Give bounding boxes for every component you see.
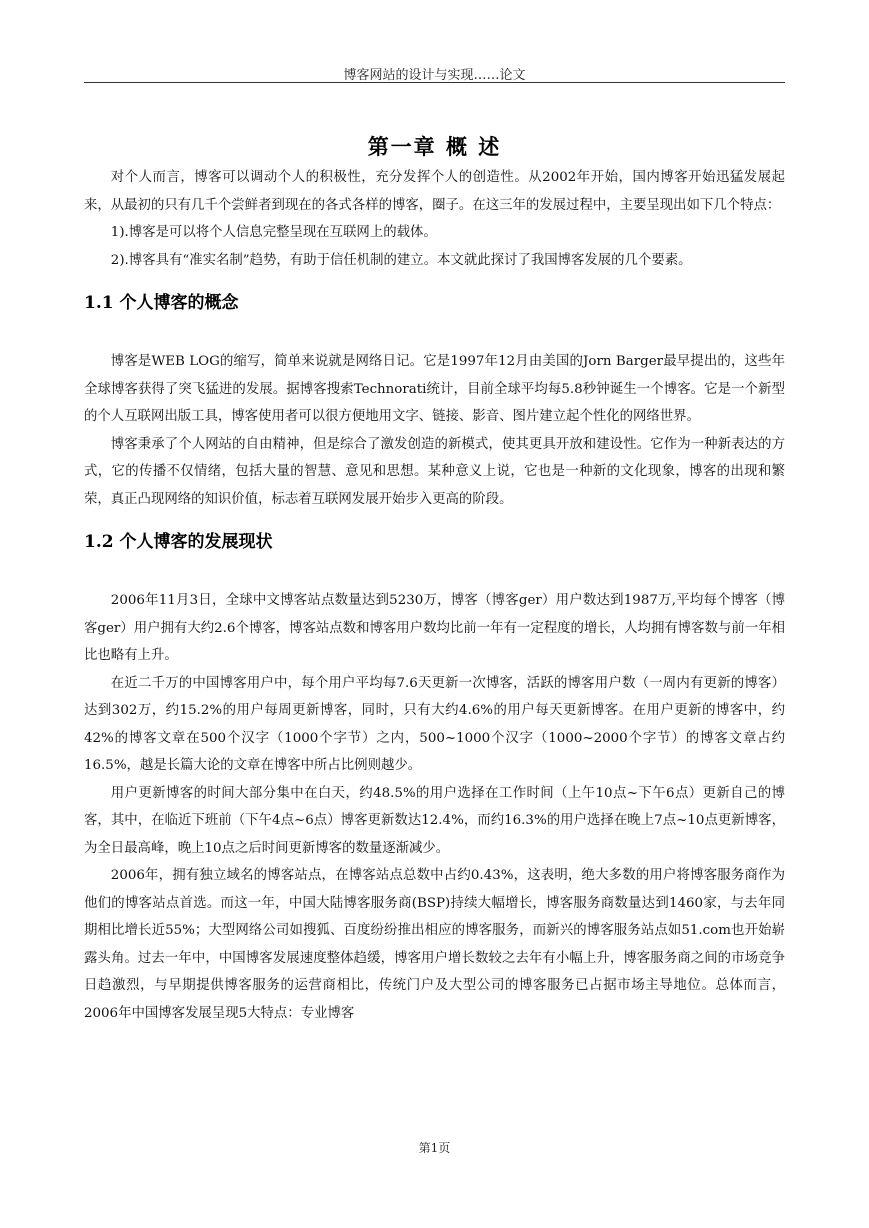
section-1-2-title: 1.2 个人博客的发展现状 <box>84 532 273 552</box>
page-number: 第1页 <box>418 1141 451 1155</box>
section-1-1-title: 1.1 个人博客的概念 <box>84 293 239 313</box>
chapter-point-1: 1).博客是可以将个人信息完整呈现在互联网上的载体。 <box>110 225 437 240</box>
chapter-title: 第一章 概 述 <box>367 134 502 159</box>
section-1-2-paragraph-3: 用户更新博客的时间大部分集中在白天，约48.5%的用户选择在工作时间（上午10点~下午6点）更新自己的博客，其中，在临近下班前（下午4点~6点）博客更新数达12.4%，而约16.3%的用户选择在晚上7点~10点更新博客，为全日最高峰，晚上10点之后时间更新博客的数量逐渐减少。 <box>84 785 785 856</box>
chapter-intro-paragraph: 对个人而言，博客可以调动个人的积极性，充分发挥个人的创造性。从2002年开始，国内博客开始迅猛发展起来，从最初的只有几千个尝鲜者到现在的各式各样的博客，圈子。在这三年的发展过程中，主要呈现出如下几个特点： <box>84 170 785 213</box>
header-rule <box>84 82 785 83</box>
section-1-2-paragraph-2: 在近二千万的中国博客用户中，每个用户平均每7.6天更新一次博客，活跃的博客用户数（一周内有更新的博客）达到302万，约15.2%的用户每周更新博客，同时，只有大约4.6%的用户每天更新博客。在用户更新的博客中，约42%的博客文章在500个汉字（1000个字节）之内，500~1000个汉字（1000~2000个字节）的博客文章占约16.5%，越是长篇大论的文章在博客中所占比例则越少。 <box>84 675 785 773</box>
section-1-1-paragraph-2: 博客秉承了个人网站的自由精神，但是综合了激发创造的新模式，使其更具开放和建设性。它作为一种新表达的方式，它的传播不仅情绪，包括大量的智慧、意见和思想。某种意义上说，它也是一种新的文化现象，博客的出现和繁荣，真正凸现网络的知识价值，标志着互联网发展开始步入更高的阶段。 <box>84 436 785 507</box>
section-1-2-paragraph-1: 2006年11月3日，全球中文博客站点数量达到5230万，博客（博客ger）用户数达到1987万,平均每个博客（博客ger）用户拥有大约2.6个博客，博客站点数和博客用户数均比前一年有一定程度的增长，人均拥有博客数与前一年相比也略有上升。 <box>84 593 785 663</box>
running-header: 博客网站的设计与实现……论文 <box>343 68 526 83</box>
section-1-2-paragraph-4: 2006年，拥有独立域名的博客站点，在博客站点总数中占约0.43%，这表明，绝大多数的用户将博客服务商作为他们的博客站点首选。而这一年，中国大陆博客服务商(BSP)持续大幅增长，博客服务商数量达到1460家，与去年同期相比增长近55%；大型网络公司如搜狐、百度纷纷推出相应的博客服务，而新兴的博客服务站点如51.com也开始崭露头角。过去一年中，中国博客发展速度整体趋缓，博客用户增长数较之去年有小幅上升，博客服务商之间的市场竞争日趋激烈，与早期提供博客服务的运营商相比，传统门户及大型公司的博客服务已占据市场主导地位。总体而言，2006年中国博客发展呈现5大特点：专业博客 <box>84 868 785 1021</box>
section-1-1-paragraph-1: 博客是WEB LOG的缩写，简单来说就是网络日记。它是1997年12月由美国的Jorn Barger最早提出的，这些年全球博客获得了突飞猛进的发展。据博客搜索Technorati统计，目前全球平均每5.8秒钟诞生一个博客。它是一个新型的个人互联网出版工具，博客使用者可以很方便地用文字、链接、影音、图片建立起个性化的网络世界。 <box>84 354 785 424</box>
page-content <box>84 130 785 1027</box>
chapter-point-2: 2).博客具有“准实名制”趋势，有助于信任机制的建立。本文就此探讨了我国博客发展的几个要素。 <box>110 252 692 268</box>
